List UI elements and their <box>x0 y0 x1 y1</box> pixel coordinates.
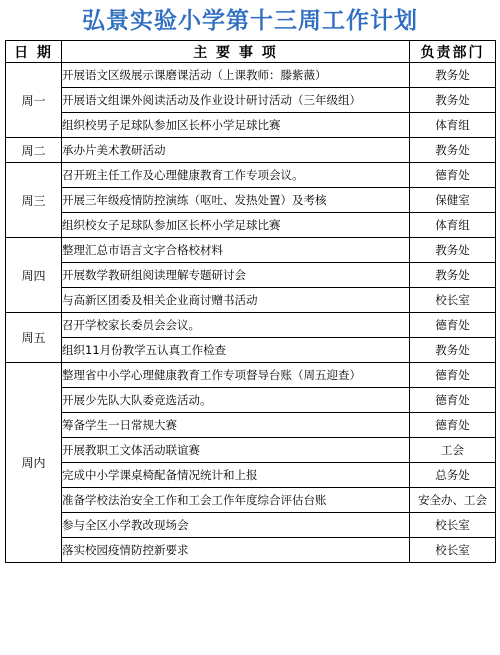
table-row <box>6 213 496 238</box>
dept-cell: 总务处 <box>410 463 496 488</box>
header-row <box>6 41 496 63</box>
table-row <box>6 513 496 538</box>
table-row <box>6 288 496 313</box>
item-cell: 组织校女子足球队参加区长杯小学足球比赛 <box>62 213 410 238</box>
item-cell: 组织校男子足球队参加区长杯小学足球比赛 <box>62 113 410 138</box>
table-row <box>6 413 496 438</box>
dept-cell: 体育组 <box>410 113 496 138</box>
item-cell: 整理省中小学心理健康教育工作专项督导台账（周五迎查） <box>62 363 410 388</box>
item-cell: 筹备学生一日常规大赛 <box>62 413 410 438</box>
dept-cell: 德育处 <box>410 388 496 413</box>
dept-cell: 安全办、工会 <box>410 488 496 513</box>
item-cell: 参与全区小学教改现场会 <box>62 513 410 538</box>
dept-cell: 德育处 <box>410 313 496 338</box>
item-cell: 开展数学教研组阅读理解专题研讨会 <box>62 263 410 288</box>
table-row <box>6 338 496 363</box>
table-row <box>6 463 496 488</box>
item-cell: 承办片美术教研活动 <box>62 138 410 163</box>
table-row <box>6 113 496 138</box>
dept-cell: 校长室 <box>410 538 496 563</box>
item-cell: 开展语文区级展示课磨课活动（上课教师：滕紫薇） <box>62 63 410 88</box>
dept-cell: 教务处 <box>410 263 496 288</box>
header-item: 主 要 事 项 <box>62 41 410 63</box>
table-row <box>6 263 496 288</box>
dept-cell: 体育组 <box>410 213 496 238</box>
item-cell: 完成中小学课桌椅配备情况统计和上报 <box>62 463 410 488</box>
plan-body <box>6 63 496 563</box>
day-cell: 周内 <box>6 363 62 563</box>
item-cell: 开展语文组课外阅读活动及作业设计研讨活动（三年级组） <box>62 88 410 113</box>
item-cell: 整理汇总市语言文字合格校材料 <box>62 238 410 263</box>
table-row <box>6 438 496 463</box>
dept-cell: 德育处 <box>410 413 496 438</box>
dept-cell: 校长室 <box>410 288 496 313</box>
item-cell: 组织11月份教学五认真工作检查 <box>62 338 410 363</box>
table-row <box>6 488 496 513</box>
dept-cell: 教务处 <box>410 88 496 113</box>
header-day: 日 期 <box>6 41 62 63</box>
item-cell: 开展少先队大队委竞选活动。 <box>62 388 410 413</box>
dept-cell: 工会 <box>410 438 496 463</box>
day-cell: 周四 <box>6 238 62 313</box>
day-cell: 周一 <box>6 63 62 138</box>
table-row <box>6 313 496 338</box>
item-cell: 开展三年级疫情防控演练（呕吐、发热处置）及考核 <box>62 188 410 213</box>
table-row <box>6 388 496 413</box>
item-cell: 开展教职工文体活动联谊赛 <box>62 438 410 463</box>
header-dept: 负责部门 <box>410 41 496 63</box>
item-cell: 与高新区团委及相关企业商讨赠书活动 <box>62 288 410 313</box>
day-cell: 周五 <box>6 313 62 363</box>
dept-cell: 教务处 <box>410 138 496 163</box>
table-row <box>6 363 496 388</box>
item-cell: 召开班主任工作及心理健康教育工作专项会议。 <box>62 163 410 188</box>
table-row <box>6 63 496 88</box>
dept-cell: 保健室 <box>410 188 496 213</box>
item-cell: 召开学校家长委员会会议。 <box>62 313 410 338</box>
day-cell: 周三 <box>6 163 62 238</box>
table-row <box>6 188 496 213</box>
table-row <box>6 538 496 563</box>
dept-cell: 教务处 <box>410 238 496 263</box>
day-cell: 周二 <box>6 138 62 163</box>
dept-cell: 德育处 <box>410 363 496 388</box>
item-cell: 落实校园疫情防控新要求 <box>62 538 410 563</box>
dept-cell: 教务处 <box>410 63 496 88</box>
table-row <box>6 88 496 113</box>
page-title: 弘景实验小学第十三周工作计划 <box>82 8 418 34</box>
item-cell: 准备学校法治安全工作和工会工作年度综合评估台账 <box>62 488 410 513</box>
plan-table <box>5 40 496 563</box>
table-row <box>6 163 496 188</box>
dept-cell: 教务处 <box>410 338 496 363</box>
table-row <box>6 238 496 263</box>
table-row <box>6 138 496 163</box>
dept-cell: 校长室 <box>410 513 496 538</box>
dept-cell: 德育处 <box>410 163 496 188</box>
